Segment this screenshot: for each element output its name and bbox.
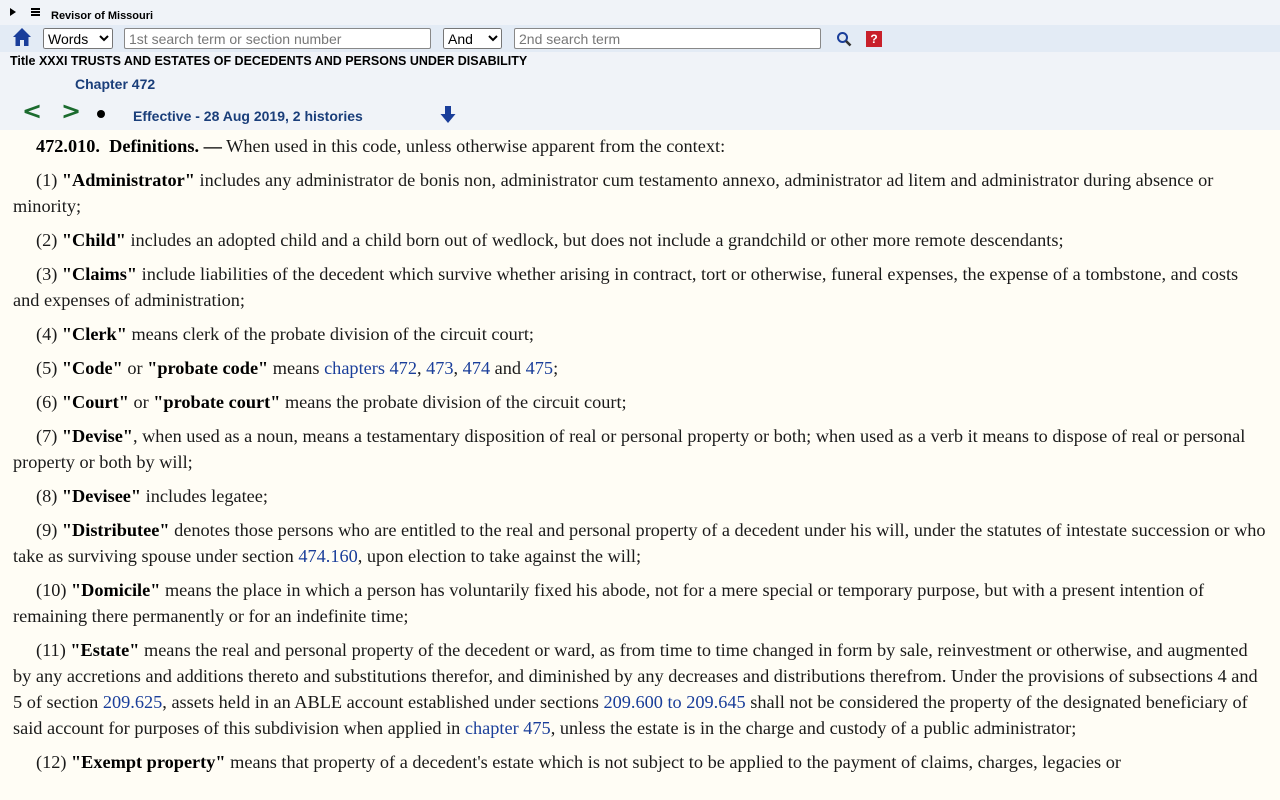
chapter-475-link[interactable]: chapter 475	[464, 718, 551, 738]
search-mode-select[interactable]	[43, 28, 113, 49]
definition-text: or	[122, 358, 148, 378]
title-heading: Title XXXI TRUSTS AND ESTATES OF DECEDENTS AND PERSONS UNDER DISABILITY	[10, 54, 528, 68]
definition-text: includes an adopted child and a child born out of wedlock, but does not include a grandchild or other more remote descendants;	[125, 230, 1064, 250]
sections-209-600-to-209-645-link[interactable]: 209.600 to 209.645	[603, 692, 746, 712]
definition-term: "Claims"	[61, 264, 138, 284]
definition-number: (9)	[36, 520, 62, 540]
definition-12	[0, 749, 1280, 775]
section-474-160-link[interactable]: 474.160	[298, 546, 358, 566]
definition-text: , unless the estate is in the charge and custody of a public administrator;	[550, 718, 1077, 738]
definition-text: ,	[453, 358, 463, 378]
definition-term: "probate code"	[147, 358, 269, 378]
top-menu-bar	[0, 0, 1280, 24]
definition-number: (4)	[36, 324, 62, 344]
definition-number: (10)	[36, 580, 72, 600]
search-bar	[0, 25, 1280, 52]
definition-term: "Devisee"	[61, 486, 142, 506]
definition-1	[0, 167, 1280, 219]
definition-text: ,	[416, 358, 427, 378]
definition-8	[0, 483, 1280, 509]
section-intro-text: When used in this code, unless otherwise apparent from the context:	[221, 136, 726, 156]
definition-text: or	[128, 392, 154, 412]
definition-text: shall not be considered the property of the designated beneficiary of said account for purposes of this subdivision when applied in	[13, 692, 1248, 738]
chapter-472-link[interactable]: chapters 472	[324, 358, 417, 378]
definition-number: (7)	[36, 426, 62, 446]
chapter-475-link[interactable]: 475	[525, 358, 554, 378]
definition-term: "Court"	[61, 392, 129, 412]
definition-number: (1)	[36, 170, 62, 190]
definition-2	[0, 227, 1280, 253]
statute-content	[0, 130, 1280, 800]
definition-text: , upon election to take against the will;	[357, 546, 642, 566]
chapter-473-link[interactable]: 473	[426, 358, 454, 378]
section-209-625-link[interactable]: 209.625	[102, 692, 163, 712]
definition-9	[0, 517, 1280, 569]
definition-term: "Distributee"	[61, 520, 170, 540]
definition-text: and	[490, 358, 526, 378]
bullet-icon[interactable]	[97, 110, 105, 118]
definition-text: includes legatee;	[141, 486, 268, 506]
previous-section-icon[interactable]: <	[22, 97, 43, 125]
definition-number: (6)	[36, 392, 62, 412]
expand-triangle-icon[interactable]	[10, 8, 16, 16]
definition-number: (12)	[36, 752, 72, 772]
next-section-icon[interactable]: >	[61, 97, 82, 125]
conjunction-select[interactable]	[443, 28, 502, 49]
first-search-term-input[interactable]	[124, 28, 431, 49]
definition-term: "Child"	[61, 230, 126, 250]
definition-6	[0, 389, 1280, 415]
definition-text: include liabilities of the decedent which survive whether arising in contract, tort or otherwise, funeral expenses, the expense of a tombstone, and costs and expenses of administration;	[13, 264, 1239, 310]
definition-term: "probate court"	[153, 392, 281, 412]
definition-term: "Exempt property"	[71, 752, 226, 772]
effective-date-link[interactable]: Effective - 28 Aug 2019, 2 histories	[133, 108, 363, 124]
definition-text: means clerk of the probate division of the circuit court;	[126, 324, 535, 344]
definition-term: "Devise"	[61, 426, 133, 446]
definition-term: "Domicile"	[71, 580, 161, 600]
chapter-link[interactable]: Chapter 472	[75, 76, 156, 92]
definition-text: means the probate division of the circuit court;	[280, 392, 627, 412]
section-number: 472.010.	[36, 136, 100, 156]
section-heading: Definitions. —	[109, 136, 222, 156]
definition-term: "Code"	[61, 358, 123, 378]
definition-text: ;	[553, 358, 559, 378]
definition-number: (2)	[36, 230, 62, 250]
definition-7	[0, 423, 1280, 475]
definition-number: (8)	[36, 486, 62, 506]
menu-icon[interactable]	[31, 11, 40, 13]
chapter-474-link[interactable]: 474	[462, 358, 491, 378]
page-header	[0, 0, 1280, 130]
definition-10	[0, 577, 1280, 629]
definition-text: , when used as a noun, means a testamentary disposition of real or personal property or both; when used as a verb it means to dispose of real or personal property or both by will;	[13, 426, 1246, 472]
definition-number: (3)	[36, 264, 62, 284]
home-icon[interactable]	[12, 27, 32, 47]
definition-text: means that property of a decedent's estate which is not subject to be applied to the payment of claims, charges, legacies or	[225, 752, 1121, 772]
definition-number: (11)	[36, 640, 71, 660]
definition-5	[0, 355, 1280, 381]
definition-term: "Estate"	[70, 640, 140, 660]
site-title[interactable]: Revisor of Missouri	[51, 10, 154, 22]
help-icon[interactable]: ?	[866, 31, 882, 47]
arrow-down-icon[interactable]	[440, 106, 456, 124]
search-icon[interactable]	[836, 31, 852, 47]
definition-term: "Clerk"	[61, 324, 127, 344]
definition-11	[0, 637, 1280, 741]
section-nav	[0, 97, 1280, 130]
definition-term: "Administrator"	[61, 170, 195, 190]
definition-text: means the real and personal property of the decedent or ward, as from time to time changed in form by sale, reinvestment or otherwise, and augmented by any accretions and additions thereto and substitutions therefor, and diminished by any decreases and distributions therefrom. Under the provisions of subsections 4 and 5 of section	[13, 640, 1258, 712]
definition-4	[0, 321, 1280, 347]
section-intro	[0, 133, 1280, 159]
definition-text: means	[268, 358, 325, 378]
definition-text: , assets held in an ABLE account established under sections	[162, 692, 604, 712]
definition-3	[0, 261, 1280, 313]
definition-number: (5)	[36, 358, 62, 378]
definition-text: includes any administrator de bonis non, administrator cum testamento annexo, administrator ad litem and administrator during absence or minority;	[13, 170, 1214, 216]
second-search-term-input[interactable]	[514, 28, 821, 49]
definition-text: denotes those persons who are entitled to the real and personal property of a decedent under his will, under the statutes of intestate succession or who take as surviving spouse under section	[13, 520, 1266, 566]
definition-text: means the place in which a person has voluntarily fixed his abode, not for a mere special or temporary purpose, but with a present intention of remaining there permanently or for an indefinite time;	[13, 580, 1205, 626]
